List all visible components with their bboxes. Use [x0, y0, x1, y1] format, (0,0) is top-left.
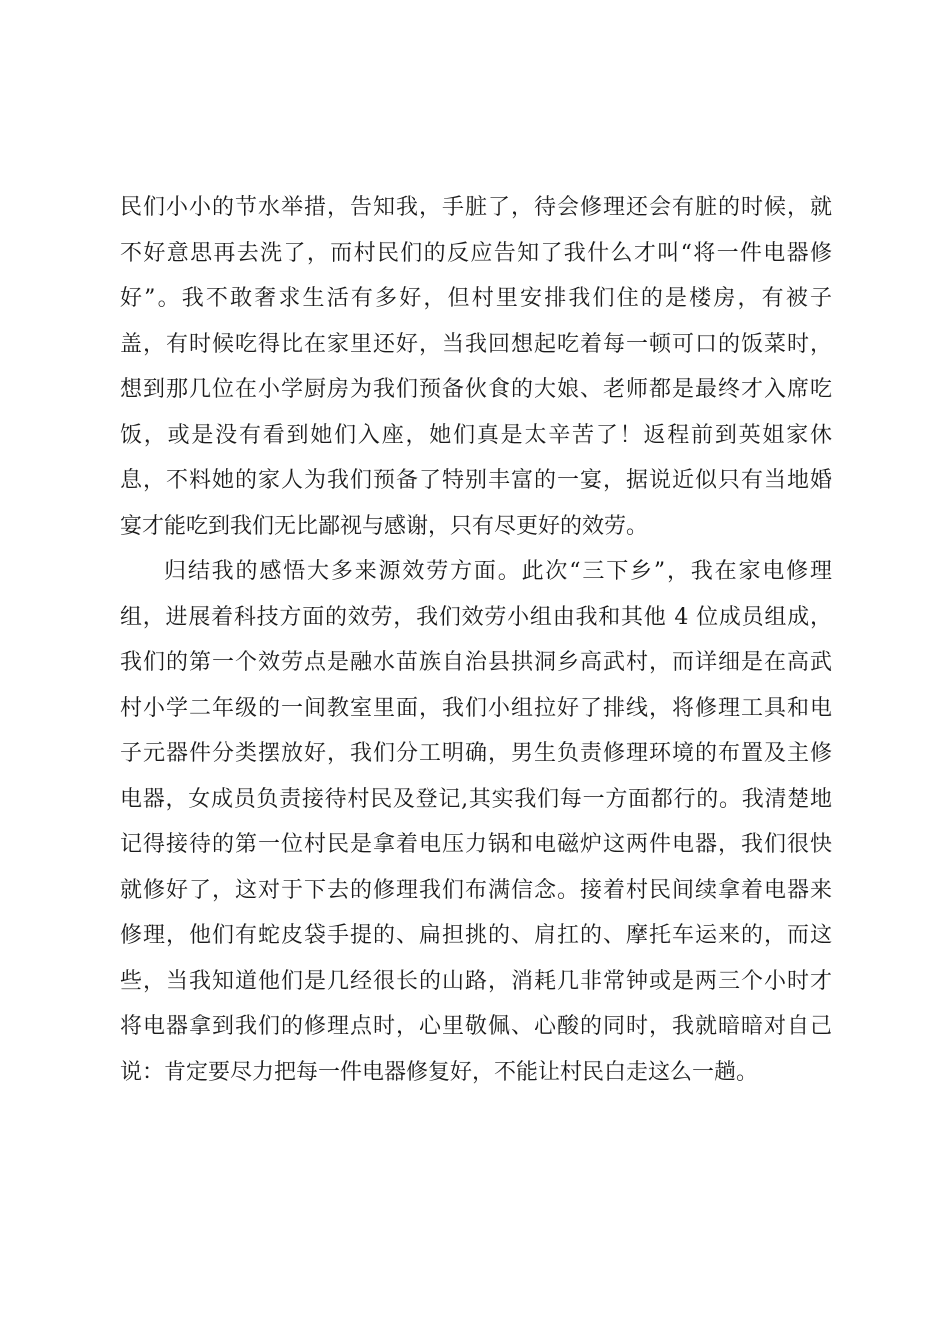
- text-line: 组，进展着科技方面的效劳，我们效劳小组由我和其他 4 位成员组成，: [120, 604, 832, 630]
- text-line: 村小学二年级的一间教室里面，我们小组拉好了排线，将修理工具和电: [120, 695, 832, 721]
- text-line: 记得接待的第一位村民是拿着电压力锅和电磁炉这两件电器，我们很快: [120, 832, 832, 857]
- paragraph-1: [120, 185, 832, 549]
- text-line: 电器，女成员负责接待村民及登记,其实我们每一方面都行的。我清楚地: [120, 786, 832, 812]
- text-line: 些，当我知道他们是几经很长的山路，消耗几非常钟或是两三个小时才: [120, 968, 832, 994]
- text-line: 想到那几位在小学厨房为我们预备伙食的大娘、老师都是最终才入席吃: [120, 377, 832, 402]
- text-line: 归结我的感悟大多来源效劳方面。此次“三下乡”，我在家电修理: [164, 559, 832, 584]
- text-line: 就修好了，这对于下去的修理我们布满信念。接着村民间续拿着电器来: [120, 877, 832, 903]
- text-line: 将电器拿到我们的修理点时，心里敬佩、心酸的同时，我就暗暗对自己: [120, 1014, 832, 1039]
- text-line: 说：肯定要尽力把每一件电器修复好，不能让村民白走这么一趟。: [120, 1059, 759, 1085]
- text-line: 息，不料她的家人为我们预备了特别丰富的一宴，据说近似只有当地婚: [120, 468, 832, 493]
- text-line: 饭，或是没有看到她们入座，她们真是太辛苦了！返程前到英姐家休: [120, 422, 832, 448]
- text-line: 不好意思再去洗了，而村民们的反应告知了我什么才叫“将一件电器修: [120, 240, 832, 266]
- text-line: 子元器件分类摆放好，我们分工明确，男生负责修理环境的布置及主修: [120, 741, 832, 766]
- text-line: 民们小小的节水举措，告知我，手脏了，待会修理还会有脏的时候，就: [120, 195, 832, 220]
- text-line: 盖，有时候吃得比在家里还好，当我回想起吃着每一顿可口的饭菜时，: [120, 331, 832, 357]
- paragraph-2: [120, 549, 832, 1095]
- text-line: 好”。我不敢奢求生活有多好，但村里安排我们住的是楼房，有被子: [120, 286, 832, 311]
- body-text: [120, 185, 832, 1095]
- text-line: 宴才能吃到我们无比鄙视与感谢，只有尽更好的效劳。: [120, 513, 649, 539]
- text-line: 修理，他们有蛇皮袋手提的、扁担挑的、肩扛的、摩托车运来的，而这: [120, 923, 832, 948]
- text-line: 我们的第一个效劳点是融水苗族自治县拱洞乡高武村，而详细是在高武: [120, 650, 832, 675]
